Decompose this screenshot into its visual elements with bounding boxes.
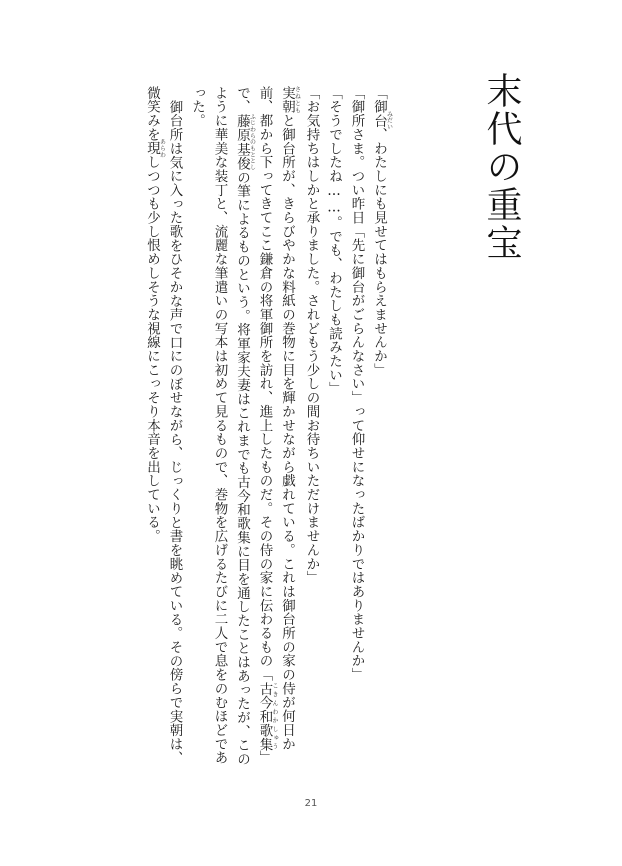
ruby-kokinwakashu	[256, 681, 278, 751]
ruby-reading: さねとも	[293, 86, 301, 114]
text-run: と御台所が、きらびやかな料紙の巻物に目を輝かせながら戯れている。これは御台所の家の侍が何日か前、都から下ってきてここ鎌倉の将軍御所を訪れ、進上したものだ。その侍の家に伝わるもの	[256, 86, 295, 751]
ruby-base: 台	[371, 111, 387, 131]
dialogue-paragraph-2: 「御所さま。つい昨日「先に御台がごらんなさい」って仰せになったばかりではありませんか」	[348, 86, 365, 682]
narrative-paragraph-1	[186, 86, 301, 766]
text-run: の筆によるものという。将軍家夫妻はこれまでも古今和歌集に目を通したことはあったが、このように華美な装丁と、流麗な筆遣いの写本は初めて見るもので、巻物を広げるたびに二人で息をのむほどであった。	[189, 86, 250, 766]
dialogue-paragraph-3: 「そうでしたね……。でも、わたしも読みたい」	[326, 86, 342, 396]
ruby-reading: ふじわらのもととし	[248, 113, 256, 171]
ruby-arawa	[144, 138, 166, 158]
text-run: 」	[256, 750, 273, 765]
ruby-reading: こきんわかしゅう	[271, 681, 278, 751]
ruby-base: 藤原基俊	[234, 113, 250, 171]
dialogue-paragraph-4: 「お気持ちはしかと承りました。されどもう少しの間お待ちいただけませんか」	[303, 86, 320, 585]
ruby-base: 現	[144, 138, 160, 158]
body-text	[92, 86, 392, 766]
narrative-paragraph-2	[141, 86, 186, 766]
ruby-reading: あらわ	[158, 138, 166, 158]
dialogue-paragraph-1	[368, 86, 393, 766]
ruby-fujiwara-mototoshi	[234, 113, 256, 171]
ruby-base: 古今和歌集	[256, 681, 273, 751]
chapter-title: 末代の重宝	[481, 72, 522, 262]
text-run: 「御	[371, 86, 387, 114]
text-run: 「	[256, 667, 273, 682]
ruby-reading: みだい	[385, 111, 393, 131]
ruby-base: 実朝	[279, 86, 295, 114]
text-run: 御台所は気に入った歌をひそかな声で口にのぼせながら、じっくりと書を眺めている。その傍らで実朝は、微笑みを	[144, 86, 183, 765]
page-number: 21	[304, 798, 318, 809]
text-run: しつつも少し恨めしそうな視線にこっそり本音を出している。	[144, 155, 160, 544]
text-run: 、わたしにも見せてはもらえませんか」	[371, 127, 387, 377]
text-run: で、	[234, 86, 250, 114]
ruby-sanetomo	[279, 86, 301, 114]
ruby-midai	[371, 111, 393, 131]
